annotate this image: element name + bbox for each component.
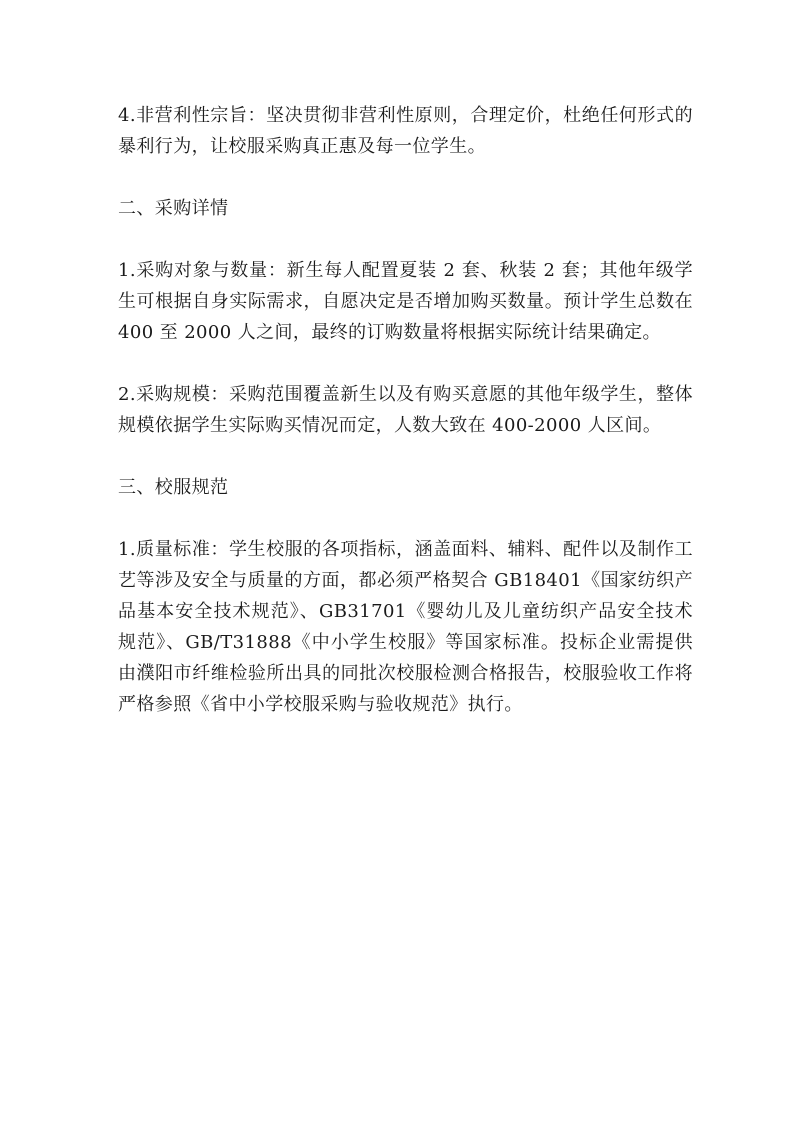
document-body bbox=[118, 100, 693, 751]
section-heading-uniform-standards: 三、校服规范 bbox=[118, 477, 229, 498]
paragraph-procurement-scale: 2.采购规模：采购范围覆盖新生以及有购买意愿的其他年级学生，整体规模依据学生实际购买情况而定，人数大致在 400-2000 人区间。 bbox=[118, 384, 693, 436]
paragraph-quality-standards: 1.质量标准：学生校服的各项指标，涵盖面料、辅料、配件以及制作工艺等涉及安全与质量的方面，都必须严格契合 GB18401《国家纺织产品基本安全技术规范》、GB31701《婴幼儿及儿童纺织产品安全技术规范》、GB/T31888《中小学生校服》等国家标准。投标企业需提供由濮阳市纤维检验所出具的同批次校服检测合格报告，校服验收工作将严格参照《省中小学校服采购与验收规范》执行。 bbox=[118, 539, 693, 715]
paragraph-procurement-quantity: 1.采购对象与数量：新生每人配置夏装 2 套、秋装 2 套；其他年级学生可根据自身实际需求，自愿决定是否增加购买数量。预计学生总数在 400 至 2000 人之间，最终的订购数量将根据实际统计结果确定。 bbox=[118, 260, 693, 343]
paragraph-nonprofit-principle: 4.非营利性宗旨：坚决贯彻非营利性原则，合理定价，杜绝任何形式的暴利行为，让校服采购真正惠及每一位学生。 bbox=[118, 105, 693, 157]
section-heading-procurement-details: 二、采购详情 bbox=[118, 198, 229, 219]
